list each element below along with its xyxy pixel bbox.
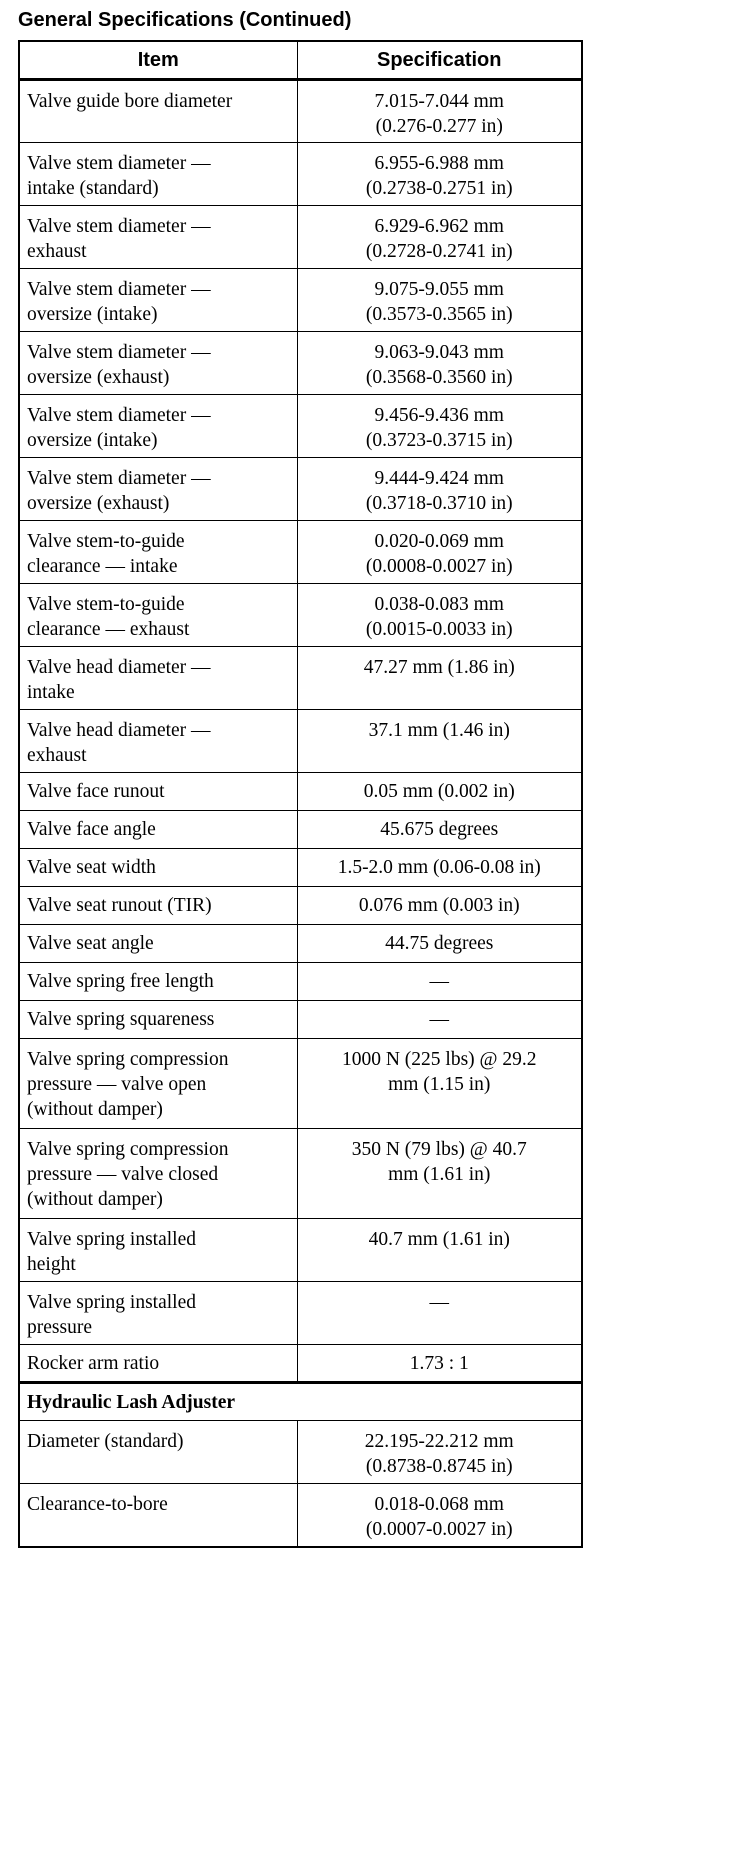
spec-cell-line: 0.020-0.069 mm	[374, 531, 504, 552]
item-cell-line: Valve spring free length	[27, 971, 214, 992]
spec-cell	[297, 710, 582, 773]
spec-cell	[297, 647, 582, 710]
spec-cell-line: 45.675 degrees	[380, 819, 499, 840]
item-cell	[19, 925, 297, 963]
spec-cell	[297, 1421, 582, 1484]
spec-cell	[297, 887, 582, 925]
table-row	[19, 458, 582, 521]
item-cell-line: Valve face runout	[27, 781, 165, 802]
item-cell	[19, 849, 297, 887]
item-cell-line: Valve spring compression	[27, 1139, 229, 1160]
item-cell	[19, 887, 297, 925]
item-cell-line: (without damper)	[27, 1189, 163, 1210]
item-cell	[19, 584, 297, 647]
spec-cell-line: 9.456-9.436 mm	[374, 405, 504, 426]
table-row	[19, 1039, 582, 1129]
spec-cell-line: (0.3718-0.3710 in)	[365, 493, 513, 514]
table-row	[19, 1484, 582, 1547]
item-cell	[19, 1345, 297, 1383]
item-cell-line: Valve spring squareness	[27, 1009, 215, 1030]
table-row	[19, 811, 582, 849]
spec-table	[18, 40, 583, 1548]
spec-cell-line: (0.3723-0.3715 in)	[365, 430, 513, 451]
item-cell-line: Valve guide bore diameter	[27, 91, 233, 112]
spec-cell	[297, 1282, 582, 1345]
item-cell-line: Valve spring installed	[27, 1229, 196, 1250]
spec-cell	[297, 1484, 582, 1547]
item-cell-line: height	[27, 1254, 76, 1275]
table-row	[19, 1282, 582, 1345]
column-header-specification: Specification	[297, 41, 582, 80]
item-cell-line: Valve stem diameter —	[27, 468, 211, 489]
spec-cell-line: (0.2728-0.2741 in)	[365, 241, 513, 262]
table-row	[19, 143, 582, 206]
table-row	[19, 647, 582, 710]
spec-cell	[297, 332, 582, 395]
item-cell	[19, 1484, 297, 1547]
spec-cell	[297, 1129, 582, 1219]
spec-cell-line: —	[429, 1009, 449, 1030]
item-cell	[19, 1219, 297, 1282]
table-row	[19, 332, 582, 395]
spec-cell-line: (0.0015-0.0033 in)	[365, 619, 513, 640]
item-cell-line: Valve stem diameter —	[27, 216, 211, 237]
item-cell-line: Valve stem diameter —	[27, 153, 211, 174]
spec-cell-line: 0.05 mm (0.002 in)	[363, 781, 515, 802]
spec-cell	[297, 811, 582, 849]
item-cell-line: Valve seat width	[27, 857, 156, 878]
item-cell-line: Valve stem diameter —	[27, 342, 211, 363]
spec-cell	[297, 458, 582, 521]
spec-cell	[297, 925, 582, 963]
spec-cell	[297, 1001, 582, 1039]
item-cell-line: Valve head diameter —	[27, 657, 211, 678]
spec-cell-line: 22.195-22.212 mm	[364, 1431, 514, 1452]
item-cell	[19, 143, 297, 206]
spec-cell-line: 1.73 : 1	[409, 1353, 469, 1374]
table-row	[19, 887, 582, 925]
spec-cell-line: 0.018-0.068 mm	[374, 1494, 504, 1515]
item-cell	[19, 710, 297, 773]
item-cell-line: Valve stem diameter —	[27, 405, 211, 426]
spec-cell-line: 7.015-7.044 mm	[374, 91, 504, 112]
item-cell-line: Valve face angle	[27, 819, 156, 840]
spec-cell-line: 350 N (79 lbs) @ 40.7	[351, 1139, 527, 1160]
item-cell	[19, 1039, 297, 1129]
item-cell-line: intake (standard)	[27, 178, 159, 199]
item-cell-line: intake	[27, 682, 75, 703]
item-cell	[19, 647, 297, 710]
table-row	[19, 1421, 582, 1484]
item-cell-line: Valve head diameter —	[27, 720, 211, 741]
spec-cell-line: 40.7 mm (1.61 in)	[368, 1229, 510, 1250]
item-cell	[19, 1282, 297, 1345]
spec-cell-line: 6.955-6.988 mm	[374, 153, 504, 174]
spec-cell	[297, 773, 582, 811]
item-cell	[19, 521, 297, 584]
spec-cell	[297, 584, 582, 647]
table-header-row	[19, 41, 582, 80]
spec-cell-line: 44.75 degrees	[385, 933, 494, 954]
table-row	[19, 1219, 582, 1282]
table-row	[19, 521, 582, 584]
table-row	[19, 849, 582, 887]
table-row	[19, 80, 582, 143]
spec-cell-line: —	[429, 1292, 449, 1313]
table-row	[19, 395, 582, 458]
table-row	[19, 710, 582, 773]
item-cell-line: clearance — exhaust	[27, 619, 190, 640]
table-row	[19, 1345, 582, 1383]
item-cell	[19, 458, 297, 521]
item-cell-line: Valve stem-to-guide	[27, 594, 185, 615]
item-cell	[19, 206, 297, 269]
spec-cell-line: 9.444-9.424 mm	[374, 468, 504, 489]
table-row	[19, 773, 582, 811]
spec-cell-line: mm (1.61 in)	[388, 1164, 491, 1185]
table-row	[19, 269, 582, 332]
item-cell-line: exhaust	[27, 745, 87, 766]
spec-cell	[297, 1219, 582, 1282]
page-title: General Specifications (Continued)	[18, 9, 352, 31]
spec-cell-line: (0.3573-0.3565 in)	[365, 304, 513, 325]
spec-cell	[297, 849, 582, 887]
item-cell-line: clearance — intake	[27, 556, 178, 577]
spec-cell	[297, 521, 582, 584]
item-cell	[19, 1001, 297, 1039]
spec-cell-line: 6.929-6.962 mm	[374, 216, 504, 237]
item-cell-line: exhaust	[27, 241, 87, 262]
spec-cell-line: 1000 N (225 lbs) @ 29.2	[341, 1049, 537, 1070]
spec-cell-line: mm (1.15 in)	[388, 1074, 491, 1095]
table-row	[19, 584, 582, 647]
item-cell-line: pressure — valve closed	[27, 1164, 219, 1185]
spec-cell	[297, 80, 582, 143]
spec-cell-line: 9.063-9.043 mm	[374, 342, 504, 363]
item-cell-line: oversize (intake)	[27, 304, 158, 325]
item-cell-line: (without damper)	[27, 1099, 163, 1120]
item-cell-line: Valve spring installed	[27, 1292, 196, 1313]
spec-cell-line: (0.2738-0.2751 in)	[365, 178, 513, 199]
item-cell	[19, 80, 297, 143]
spec-cell-line: 47.27 mm (1.86 in)	[363, 657, 515, 678]
spec-page	[18, 8, 581, 1548]
spec-cell-line: (0.8738-0.8745 in)	[365, 1456, 513, 1477]
spec-cell-line: 0.038-0.083 mm	[374, 594, 504, 615]
spec-cell-line: (0.0008-0.0027 in)	[365, 556, 513, 577]
spec-cell	[297, 963, 582, 1001]
spec-cell-line: (0.276-0.277 in)	[375, 116, 503, 137]
spec-cell-line: —	[429, 971, 449, 992]
spec-cell-line: 9.075-9.055 mm	[374, 279, 504, 300]
item-cell-line: oversize (intake)	[27, 430, 158, 451]
spec-cell	[297, 206, 582, 269]
section-row	[19, 1383, 582, 1421]
spec-cell-line: 37.1 mm (1.46 in)	[368, 720, 510, 741]
item-cell-line: Valve spring compression	[27, 1049, 229, 1070]
item-cell	[19, 1421, 297, 1484]
item-cell-line: Valve seat angle	[27, 933, 154, 954]
item-cell-line: Valve seat runout (TIR)	[27, 895, 212, 916]
item-cell	[19, 1129, 297, 1219]
table-row	[19, 963, 582, 1001]
table-row	[19, 206, 582, 269]
item-cell-line: Valve stem-to-guide	[27, 531, 185, 552]
table-row	[19, 925, 582, 963]
item-cell-line: Valve stem diameter —	[27, 279, 211, 300]
table-row	[19, 1001, 582, 1039]
section-heading: Hydraulic Lash Adjuster	[19, 1383, 582, 1421]
item-cell-line: oversize (exhaust)	[27, 493, 170, 514]
item-cell	[19, 811, 297, 849]
spec-cell	[297, 143, 582, 206]
item-cell-line: pressure	[27, 1317, 92, 1338]
item-cell	[19, 269, 297, 332]
spec-cell-line: (0.0007-0.0027 in)	[365, 1519, 513, 1540]
spec-cell-line: 0.076 mm (0.003 in)	[358, 895, 520, 916]
item-cell	[19, 963, 297, 1001]
item-cell	[19, 395, 297, 458]
table-body	[19, 80, 582, 1547]
spec-cell	[297, 269, 582, 332]
column-header-item: Item	[19, 41, 297, 80]
spec-cell	[297, 1345, 582, 1383]
spec-cell	[297, 395, 582, 458]
item-cell-line: oversize (exhaust)	[27, 367, 170, 388]
item-cell-line: Rocker arm ratio	[27, 1353, 160, 1374]
spec-cell-line: 1.5-2.0 mm (0.06-0.08 in)	[337, 857, 541, 878]
item-cell	[19, 332, 297, 395]
item-cell-line: Clearance-to-bore	[27, 1494, 168, 1515]
table-row	[19, 1129, 582, 1219]
item-cell-line: Diameter (standard)	[27, 1431, 184, 1452]
spec-cell	[297, 1039, 582, 1129]
item-cell-line: pressure — valve open	[27, 1074, 207, 1095]
spec-cell-line: (0.3568-0.3560 in)	[365, 367, 513, 388]
item-cell	[19, 773, 297, 811]
